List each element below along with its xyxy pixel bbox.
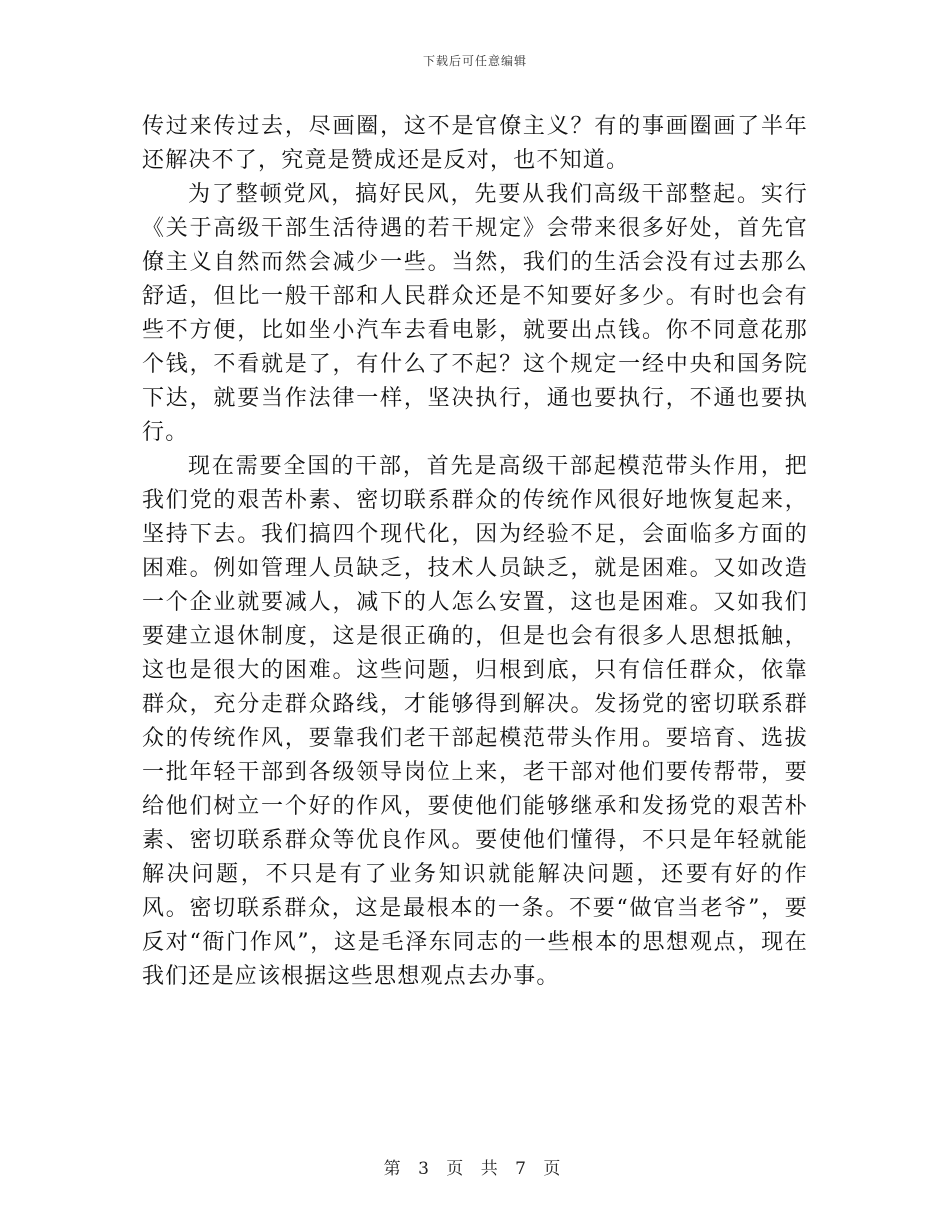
page-number-footer: 第 3 页 共 7 页 xyxy=(383,1159,567,1179)
paragraph-party-style: 为了整顿党风，搞好民风，先要从我们高级干部整起。实行《关于高级干部生活待遇的若干规定》会带来很多好处，首先官僚主义自然而然会减少一些。当然，我们的生活会没有过去那么舒适，但比一般干部和人民群众还是不知要好多少。有时也会有些不方便，比如坐小汽车去看电影，就要出点钱。你不同意花那个钱，不看就是了，有什么了不起？这个规定一经中央和国务院下达，就要当作法律一样，坚决执行，通也要执行，不通也要执行。 xyxy=(142,182,808,445)
page-header: 下载后可任意编辑 xyxy=(422,54,527,68)
document-body xyxy=(142,110,808,994)
paragraph-cadres-leadership: 现在需要全国的干部，首先是高级干部起模范带头作用，把我们党的艰苦朴素、密切联系群众的传统作风很好地恢复起来，坚持下去。我们搞四个现代化，因为经验不足，会面临多方面的困难。例如管理人员缺乏，技术人员缺乏，就是困难。又如改造一个企业就要减人，减下的人怎么安置，这也是困难。又如我们要建立退休制度，这是很正确的，但是也会有很多人思想抵触，这也是很大的困难。这些问题，归根到底，只有信任群众，依靠群众，充分走群众路线，才能够得到解决。发扬党的密切联系群众的传统作风，要靠我们老干部起模范带头作用。要培育、选拔一批年轻干部到各级领导岗位上来，老干部对他们要传帮带，要给他们树立一个好的作风，要使他们能够继承和发扬党的艰苦朴素、密切联系群众等优良作风。要使他们懂得，不只是年轻就能解决问题，不只是有了业务知识就能解决问题，还要有好的作风。密切联系群众，这是最根本的一条。不要“做官当老爷”，要反对“衙门作风”，这是毛泽东同志的一些根本的思想观点，现在我们还是应该根据这些思想观点去办事。 xyxy=(142,454,808,989)
paragraph-continued: 传过来传过去，尽画圈，这不是官僚主义？有的事画圈画了半年还解决不了，究竟是赞成还是反对，也不知道。 xyxy=(142,114,808,173)
